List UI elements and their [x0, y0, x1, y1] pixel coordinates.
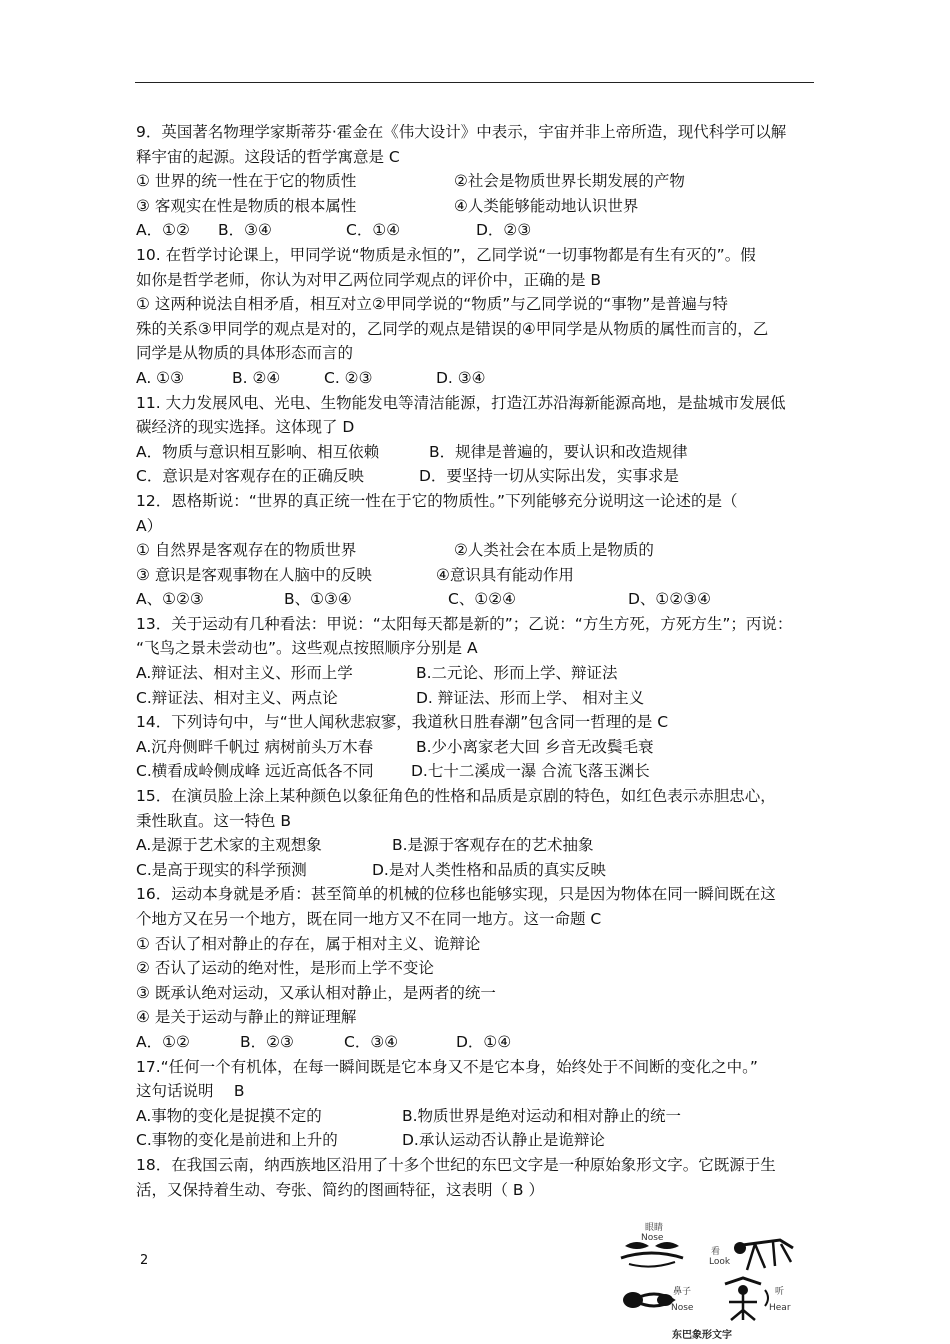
option-text: ① 世界的统一性在于它的物质性	[136, 172, 357, 191]
option-text: B、①③④	[284, 590, 352, 609]
option-text: A.事物的变化是捉摸不定的	[136, 1106, 322, 1125]
text-line: 这句话说明 B	[136, 1082, 245, 1101]
option-text: D．①④	[456, 1032, 512, 1051]
option-row	[136, 563, 816, 588]
text-line: ③ 既承认绝对运动，又承认相对静止，是两者的统一	[136, 983, 496, 1002]
option-text: B．②③	[240, 1032, 294, 1051]
option-text: A．①②	[136, 1032, 190, 1051]
text-line: 碳经济的现实选择。这体现了 D	[136, 418, 355, 437]
text-line: 释宇宙的起源。这段话的哲学寓意是 C	[136, 147, 400, 166]
text-line: 同学是从物质的具体形态而言的	[136, 344, 354, 363]
eyes-en-label: Nose	[641, 1233, 664, 1243]
option-text: ②人类社会在本质上是物质的	[454, 541, 654, 560]
nose-en-label: Nose	[671, 1303, 694, 1313]
text-line: 9．英国著名物理学家斯蒂芬·霍金在《伟大设计》中表示，宇宙并非上帝所造，现代科学可以解	[136, 123, 787, 141]
option-text: D．②③	[476, 221, 532, 240]
text-line: 16．运动本身就是矛盾：甚至简单的机械的位移也能够实现，只是因为物体在同一瞬间既在这	[136, 885, 776, 904]
option-text: C. ②③	[324, 368, 373, 387]
dongba-look-glyph	[734, 1240, 793, 1270]
option-text: ④意识具有能动作用	[436, 565, 574, 584]
option-text: D.是对人类性格和品质的真实反映	[372, 860, 606, 879]
option-text: C．①④	[346, 221, 401, 240]
text-line: 个地方又在另一个地方，既在同一地方又不在同一地方。这一命题 C	[136, 910, 602, 928]
option-text: D.承认运动否认静止是诡辩论	[402, 1131, 605, 1150]
header-rule	[135, 82, 814, 83]
option-text: A.辩证法、相对主义、形而上学	[136, 664, 353, 683]
option-text: D. 辩证法、形而上学、 相对主义	[416, 688, 645, 707]
option-row	[136, 735, 816, 760]
text-line: 15．在演员脸上涂上某种颜色以象征角色的性格和品质是京剧的特色，如红色表示赤胆忠心，	[136, 787, 776, 806]
option-text: B.少小离家老大回 乡音无改鬓毛衰	[416, 737, 654, 756]
option-text: ③ 客观实在性是物质的根本属性	[136, 196, 357, 215]
dongba-pictograph-figure	[615, 1218, 810, 1342]
text-line: “飞鸟之景未尝动也”。这些观点按照顺序分别是 A	[136, 639, 478, 658]
option-row	[136, 194, 816, 219]
option-text: C、①②④	[448, 590, 517, 609]
option-row	[136, 169, 816, 194]
option-row	[136, 661, 816, 686]
text-line: 如你是哲学老师，你认为对甲乙两位同学观点的评价中，正确的是 B	[136, 270, 602, 289]
text-line: 18．在我国云南，纳西族地区沿用了十多个世纪的东巴文字是一种原始象形文字。它既源于生	[136, 1155, 776, 1174]
text-line: 13．关于运动有几种看法：甲说：“太阳每天都是新的”；乙说：“方生方死，方死方生”；丙说：	[136, 614, 793, 633]
option-text: C.辩证法、相对主义、两点论	[136, 688, 338, 707]
text-line: ② 否认了运动的绝对性，是形而上学不变论	[136, 959, 434, 978]
look-en-label: Look	[709, 1257, 731, 1267]
option-row	[136, 1128, 816, 1153]
text-line: 11. 大力发展风电、光电、生物能发电等清洁能源，打造江苏沿海新能源高地，是盐城市发展低	[136, 393, 786, 412]
option-text: B. ②④	[232, 368, 281, 387]
option-row	[136, 686, 816, 711]
option-text: B.是源于客观存在的艺术抽象	[392, 836, 594, 855]
option-text: D．要坚持一切从实际出发，实事求是	[419, 467, 679, 486]
figure-caption: 东巴象形文字	[672, 1330, 732, 1341]
option-text: D.七十二溪成一瀑 合流飞落玉渊长	[411, 762, 650, 781]
hear-cn-label: 听	[775, 1287, 785, 1297]
option-text: ④人类能够能动地认识世界	[454, 196, 639, 215]
text-line: ④ 是关于运动与静止的辩证理解	[136, 1008, 357, 1027]
option-text: B．③④	[218, 221, 272, 240]
eyes-cn-label: 眼睛	[645, 1223, 664, 1233]
text-line: A）	[136, 516, 163, 535]
option-row	[136, 218, 816, 243]
text-line: 秉性耿直。这一特色 B	[136, 811, 292, 830]
option-text: ③ 意识是客观事物在人脑中的反映	[136, 565, 372, 584]
dongba-nose-glyph	[623, 1292, 673, 1308]
question-text-block	[136, 120, 816, 1202]
option-text: ②社会是物质世界长期发展的产物	[454, 172, 685, 191]
option-row	[136, 833, 816, 858]
option-row	[136, 759, 816, 784]
text-line: ① 这两种说法自相矛盾，相互对立②甲同学说的“物质”与乙同学说的“事物”是普遍与特	[136, 295, 728, 314]
option-text: A．①②	[136, 221, 190, 240]
option-row	[136, 464, 816, 489]
hear-en-label: Hear	[769, 1303, 791, 1313]
text-line: 殊的关系③甲同学的观点是对的，乙同学的观点是错误的④甲同学是从物质的属性而言的，乙	[136, 319, 769, 338]
option-text: A. ①③	[136, 368, 184, 387]
option-text: D、①②③④	[628, 590, 712, 609]
option-text: C.事物的变化是前进和上升的	[136, 1131, 338, 1150]
text-line: 活，又保持着生动、夸张、简约的图画特征，这表明（ B ）	[136, 1180, 544, 1199]
option-row	[136, 440, 816, 465]
option-row	[136, 366, 816, 391]
nose-cn-label: 鼻子	[673, 1287, 692, 1297]
page-number: 2	[140, 1253, 149, 1268]
option-text: C．意识是对客观存在的正确反映	[136, 467, 364, 486]
option-text: C.是高于现实的科学预测	[136, 860, 307, 879]
dongba-eyes-glyph	[621, 1242, 683, 1267]
option-text: B．规律是普遍的，要认识和改造规律	[429, 442, 688, 461]
text-line: 17.“任何一个有机体，在每一瞬间既是它本身又不是它本身，始终处于不间断的变化之中。”	[136, 1057, 758, 1076]
text-line: 14．下列诗句中，与“世人闻秋悲寂寥，我道秋日胜春潮”包含同一哲理的是 C	[136, 713, 669, 732]
option-row	[136, 587, 816, 612]
option-row	[136, 538, 816, 563]
option-row	[136, 1104, 816, 1129]
option-row	[136, 858, 816, 883]
option-text: A.沉舟侧畔千帆过 病树前头万木春	[136, 737, 374, 756]
text-line: 10. 在哲学讨论课上，甲同学说“物质是永恒的”，乙同学说“一切事物都是有生有灭的”。假	[136, 245, 756, 264]
dongba-hear-glyph	[725, 1278, 768, 1320]
option-text: A．物质与意识相互影响、相互依赖	[136, 442, 380, 461]
option-text: B.物质世界是绝对运动和相对静止的统一	[402, 1106, 682, 1125]
option-text: A、①②③	[136, 590, 204, 609]
option-text: ① 自然界是客观存在的物质世界	[136, 541, 357, 560]
option-text: D. ③④	[436, 368, 486, 387]
option-text: B.二元论、形而上学、辩证法	[416, 664, 618, 683]
option-text: C．③④	[344, 1032, 399, 1051]
option-text: C.横看成岭侧成峰 远近高低各不同	[136, 762, 374, 781]
text-line: 12．恩格斯说：“世界的真正统一性在于它的物质性。”下列能够充分说明这一论述的是（	[136, 491, 738, 510]
option-row	[136, 1030, 816, 1055]
look-cn-label: 看	[711, 1247, 721, 1257]
option-text: A.是源于艺术家的主观想象	[136, 836, 322, 855]
text-line: ① 否认了相对静止的存在，属于相对主义、诡辩论	[136, 934, 481, 953]
